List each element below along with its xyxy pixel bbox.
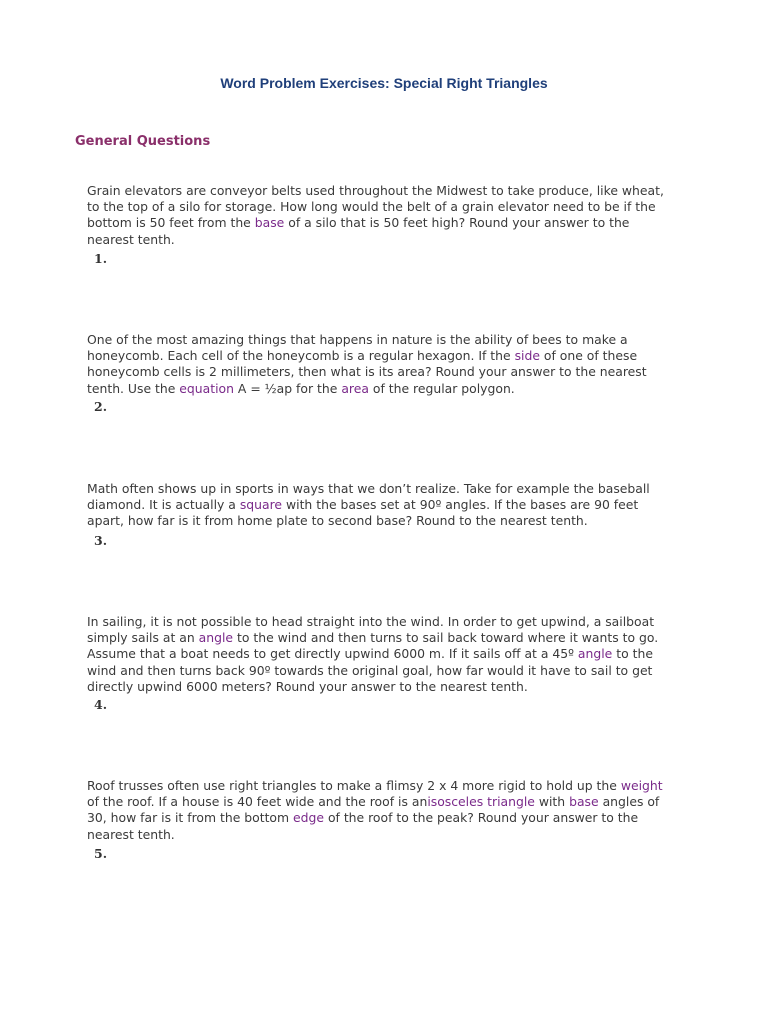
glossary-term-link[interactable]: area — [341, 380, 369, 396]
question-number: 4. — [94, 697, 108, 712]
glossary-term-link[interactable]: edge — [293, 810, 324, 826]
question-text-segment: of the regular polygon. — [368, 380, 515, 396]
section-heading: General Questions — [75, 134, 211, 149]
page-title: Word Problem Exercises: Special Right Triangles — [220, 75, 548, 91]
question-text-segment: with — [534, 794, 570, 810]
question-text — [87, 481, 667, 530]
question-text-segment: of one of these honeycomb cells is 2 millimeters, then what is its area? Round your answer to the nearest tenth. Use the — [87, 348, 647, 396]
question-text-segment: Math often shows up in sports in ways that we don’t realize. Take for example the baseball diamond. It is actually a — [87, 481, 650, 513]
glossary-term-link[interactable]: square — [239, 497, 283, 513]
question-text — [87, 332, 667, 397]
question-text-segment: to the wind and then turns to sail back toward where it wants to go. Assume that a boat needs to get directly upwind 6000 m. If it sails off at a 45º — [87, 630, 659, 662]
question-text-segment: A = ½ap for the — [233, 380, 342, 396]
question-text-segment: of the roof. If a house is 40 feet wide and the roof is an — [87, 794, 428, 810]
question-text-segment: One of the most amazing things that happens in nature is the ability of bees to make a honeycomb. Each cell of the honeycomb is a regular hexagon. If the — [87, 332, 628, 364]
question-text — [87, 778, 667, 843]
question-text-segment: Grain elevators are conveyor belts used throughout the Midwest to take produce, like wheat, to the top of a silo for storage. How long would the belt of a grain elevator need to be if the bottom is 50 feet from the — [87, 183, 664, 231]
question-text-segment: of a silo that is 50 feet high? Round your answer to the nearest tenth. — [87, 215, 630, 247]
glossary-term-link[interactable]: base — [569, 794, 599, 810]
glossary-term-link[interactable]: angle — [198, 630, 234, 646]
question-number: 3. — [94, 533, 108, 548]
glossary-term-link[interactable]: side — [514, 348, 540, 364]
glossary-term-link[interactable]: weight — [620, 778, 663, 793]
glossary-term-link[interactable]: angle — [577, 646, 613, 662]
question-number: 1. — [94, 251, 108, 266]
question-text-segment: with the bases set at 90º angles. If the bases are 90 feet apart, how far is it from home plate to second base? Round to the nearest tenth. — [87, 497, 639, 529]
question-number: 5. — [94, 846, 108, 861]
question-text-segment: In sailing, it is not possible to head straight into the wind. In order to get upwind, a sailboat simply sails at an — [87, 614, 655, 646]
question-text-segment: Roof trusses often use right triangles to make a flimsy 2 x 4 more rigid to hold up the — [87, 778, 621, 793]
question-text-segment: to the wind and then turns back 90º towards the original goal, how far would it have to sail to get directly upwind 6000 meters? Round your answer to the nearest tenth. — [87, 646, 653, 694]
question-text — [87, 183, 667, 248]
glossary-term-link[interactable]: base — [254, 215, 285, 231]
question-text-segment: angles of 30, how far is it from the bottom — [87, 794, 660, 826]
glossary-term-link[interactable]: equation — [179, 380, 234, 396]
glossary-term-link[interactable]: isosceles triangle — [427, 794, 535, 810]
question-number: 2. — [94, 399, 108, 414]
question-text-segment: of the roof to the peak? Round your answer to the nearest tenth. — [87, 810, 639, 842]
question-text — [87, 614, 667, 695]
